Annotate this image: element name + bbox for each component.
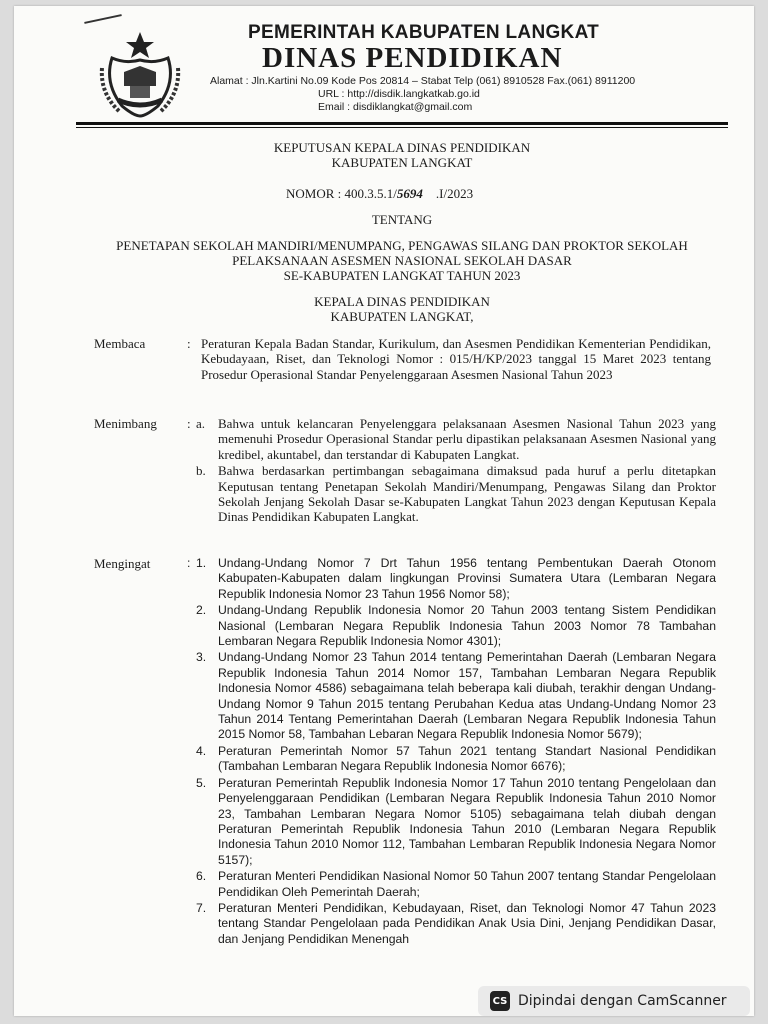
agency-name: DINAS PENDIDIKAN [262, 42, 563, 74]
item-text: Undang-Undang Nomor 7 Drt Tahun 1956 tentang Pembentukan Daerah Otonom Kabupaten-Kabupaten dalam lingkungan Provinsi Sumatera Utara (Lembaran Negara Republik Indonesia Nomor 23 Tahun 1956 Nomor 58); [218, 556, 716, 601]
mengingat-item [196, 776, 716, 868]
item-text: Peraturan Pemerintah Nomor 57 Tahun 2021 tentang Standart Nasional Pendidikan (Tambahan Lembaran Negara Republik Indonesia Nomor 6676); [218, 743, 716, 774]
mengingat-item [196, 650, 716, 742]
letterhead-rule-thick [76, 122, 728, 125]
decree-title-line2: KABUPATEN LANGKAT [331, 155, 473, 170]
mengingat-item [196, 744, 716, 775]
item-number: 3. [196, 650, 207, 665]
mengingat-list [196, 556, 716, 948]
decree-number-prefix: NOMOR : 400.3.5.1/ [286, 186, 397, 201]
item-text: Bahwa berdasarkan pertimbangan sebagaimana dimaksud pada huruf a perlu ditetapkan Keputusan tentang Penetapan Sekolah Mandiri/Menumpang, Pengawas Silang dan Proktor Sekolah Jenjang Sekolah Dasar se-Kabupaten Langkat Tahun 2023 dengan Keputusan Kepala Dinas Pendidikan Kabupaten Langkat. [218, 463, 716, 525]
menimbang-label: Menimbang [94, 416, 157, 431]
decree-subject-line1: PENETAPAN SEKOLAH MANDIRI/MENUMPANG, PENGAWAS SILANG DAN PROKTOR SEKOLAH [116, 238, 688, 253]
membaca-section [94, 336, 714, 402]
item-number: 7. [196, 900, 207, 915]
item-text: Peraturan Menteri Pendidikan Nasional Nomor 50 Tahun 2007 tentang Standar Pengelolaan Pendidikan Oleh Pemerintah Daerah; [218, 869, 716, 899]
item-number: 2. [196, 603, 207, 618]
decree-title [76, 140, 728, 170]
pen-stroke-mark [84, 14, 122, 24]
membaca-label: Membaca [94, 336, 146, 351]
colon: : [187, 556, 191, 570]
item-text: Peraturan Pemerintah Republik Indonesia Nomor 17 Tahun 2010 tentang Pengelolaan dan Penyelenggaraan Pendidikan (Lembaran Negara Republik Indonesia Tahun 2010 Nomor 23, Tambahan Lembaran Negara Nomor 5105) sebagaimana telah diubah dengan Peraturan Pemerintah Republik Indonesia Tahun 2010 (Lembaran Negara Republik Indonesia Tahun 2010 Nomor 112, Tambahan Lembaran Republik Indonesia Negara Nomor 5157); [218, 775, 716, 867]
kabupaten-langkat-emblem-icon [94, 28, 186, 120]
url-line: URL : http://disdik.langkatkab.go.id [318, 88, 480, 100]
colon: : [187, 336, 191, 351]
menimbang-list [196, 416, 716, 526]
letterhead-rule-thin [76, 127, 728, 128]
mengingat-item [196, 901, 716, 947]
item-number: b. [196, 463, 206, 479]
colon: : [187, 416, 191, 431]
letterhead [210, 22, 730, 114]
mengingat-item [196, 556, 716, 602]
government-name: PEMERINTAH KABUPATEN LANGKAT [248, 22, 600, 43]
decree-number-suffix: .I/2023 [422, 186, 474, 201]
decree-subject [76, 238, 728, 283]
decree-subject-line3: SE-KABUPATEN LANGKAT TAHUN 2023 [283, 268, 521, 283]
issuer-line2: KABUPATEN LANGKAT, [330, 309, 474, 324]
item-number: 5. [196, 775, 207, 790]
item-text: Bahwa untuk kelancaran Penyelenggara pelaksanaan Asesmen Nasional Tahun 2023 yang memenuhi Prosedur Operasional Standar perlu dipastikan pelaksanaan Asesmen Nasional yang kredibel, akuntabel, dan terstandar di Kabupaten Langkat. [218, 416, 716, 462]
menimbang-item [196, 416, 716, 462]
decree-number-handwritten: 5694 [396, 186, 423, 201]
item-number: 1. [196, 556, 207, 570]
item-number: 4. [196, 743, 207, 758]
item-number: a. [196, 416, 206, 431]
camscanner-icon: CS [490, 991, 510, 1011]
membaca-text: Peraturan Kepala Badan Standar, Kurikulum, dan Asesmen Pendidikan Kementerian Pendidikan, Kebudayaan, Riset, dan Teknologi Nomor : 015/H/KP/2023 tanggal 15 Maret 2023 tentang Prosedur Operasional Standar Penyelenggaraan Asesmen Nasional Tahun 2023 [201, 336, 711, 382]
mengingat-label: Mengingat [94, 556, 151, 571]
decree-subject-line2: PELAKSANAAN ASESMEN NASIONAL SEKOLAH DASAR [232, 253, 572, 268]
email-line: Email : disdiklangkat@gmail.com [318, 101, 473, 113]
menimbang-item [196, 463, 716, 525]
issuer [76, 294, 728, 324]
camscanner-label: Dipindai dengan CamScanner [518, 993, 727, 1009]
decree-title-line1: KEPUTUSAN KEPALA DINAS PENDIDIKAN [273, 140, 531, 155]
item-text: Undang-Undang Republik Indonesia Nomor 20 Tahun 2003 tentang Sistem Pendidikan Nasional (Lembaran Negara Republik Indonesia Tahun 2003 Nomor 78 Tambahan Lembaran Negara Republik Indonesia Nomor 4301); [218, 603, 716, 649]
mengingat-item [196, 603, 716, 649]
item-text: Peraturan Menteri Pendidikan, Kebudayaan, Riset, dan Teknologi Nomor 47 Tahun 2023 tentang Standar Pengelolaan pada Pendidikan Anak Usia Dini, Jenjang Pendidikan Dasar, dan Jenjang Pendidikan Menengah [218, 900, 716, 946]
address-block [210, 75, 730, 114]
item-number: 6. [196, 869, 207, 884]
decree-number [286, 186, 473, 202]
tentang-heading: TENTANG [371, 212, 433, 227]
mengingat-item [196, 869, 716, 900]
mengingat-section [94, 556, 714, 956]
item-text: Undang-Undang Nomor 23 Tahun 2014 tentang Pemerintahan Daerah (Lembaran Negara Republik Indonesia Tahun 2014 Nomor 157, Tambahan Lembaran Negara Republik Indonesia Nomor 4586) sebagaimana telah beberapa kali diubah, terakhir dengan Undang-Undang Nomor 9 Tahun 2015 tentang Perubahan Kedua atas Undang-Undang Nomor 23 Tahun 2014 Tentang Pemerintahan Daerah (Lembaran Negara Republik Indonesia Tahun 2015 Nomor 58, Tambahan Lebaran Negara Republik Indonesia Nomor 5679); [218, 650, 716, 742]
issuer-line1: KEPALA DINAS PENDIDIKAN [314, 294, 490, 309]
camscanner-watermark [478, 986, 750, 1016]
menimbang-section [94, 416, 714, 552]
document-page [14, 6, 754, 1016]
address-line: Alamat : Jln.Kartini No.09 Kode Pos 20814 – Stabat Telp (061) 8910528 Fax.(061) 8911200 [210, 75, 636, 87]
